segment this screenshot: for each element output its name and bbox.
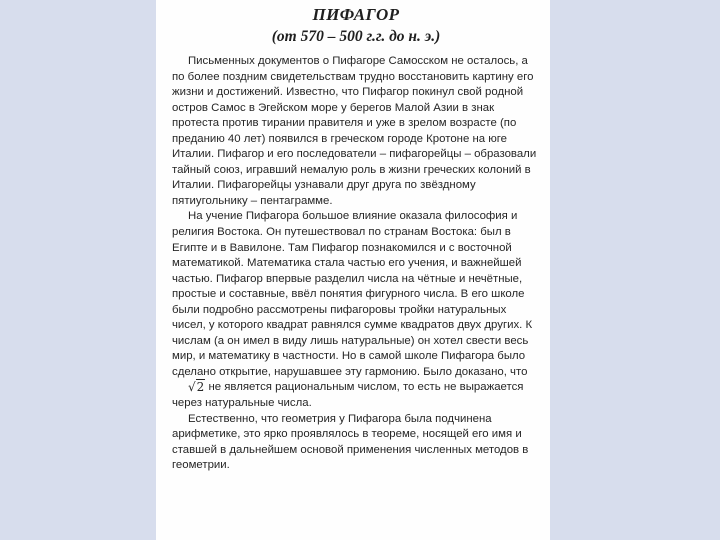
document-title: ПИФАГОР — [312, 5, 400, 24]
square-root-symbol: √ — [188, 380, 196, 395]
document-subtitle: (от 570 – 500 г.г. до н. э.) — [271, 28, 441, 45]
paragraph-3: Естественно, что геометрия у Пифагора была подчинена арифметике, это ярко проявлялось в теореме, носящей его имя и ставшей в дальнейшем основой применения численных методов в геометрии. — [172, 412, 529, 472]
paragraph-2 — [172, 209, 540, 411]
paragraph-2-text-end: не является рациональным числом, то есть не выражается через натуральные числа. — [172, 381, 524, 410]
square-root-expression — [172, 381, 205, 393]
square-root-radicand: 2 — [196, 380, 205, 395]
document-page — [156, 0, 550, 540]
document-body — [172, 54, 540, 474]
paragraph-2-text-start: На учение Пифагора большое влияние оказала философия и религия Востока. Он путешествовал по странам Востока: был в Египте и в Вавилоне. Там Пифагор познакомился и с восточной математикой. Математика стала частью его учения, и важнейшей частью. Пифагор впервые разделил числа на чётные и нечётные, простые и составные, ввёл понятия фигурного числа. В его школе были подробно рассмотрены пифагоровы тройки натуральных чисел, у которого квадрат равнялся сумме квадратов двух других. К числам (а он имел в виду лишь натуральные) он хотел свести весь мир, и математику в частности. Но в самой школе Пифагора было сделано открытие, нарушавшее эту гармонию. Было доказано, что — [172, 210, 533, 378]
paragraph-1: Письменных документов о Пифагоре Самосском не осталось, а по более поздним свидетельствам трудно восстановить картину его жизни и достижений. Известно, что Пифагор покинул свой родной остров Самос в Эгейском море у берегов Малой Азии в знак протеста против тирании правителя и уже в зрелом возрасте (по преданию 40 лет) появился в греческом городе Кротоне на юге Италии. Пифагор и его последователи – пифагорейцы – образовали тайный союз, игравший немалую роль в жизни греческих колоний в Италии. Пифагорейцы узнавали друг друга по звёздному пятиугольнику – пентаграмме. — [172, 55, 537, 207]
